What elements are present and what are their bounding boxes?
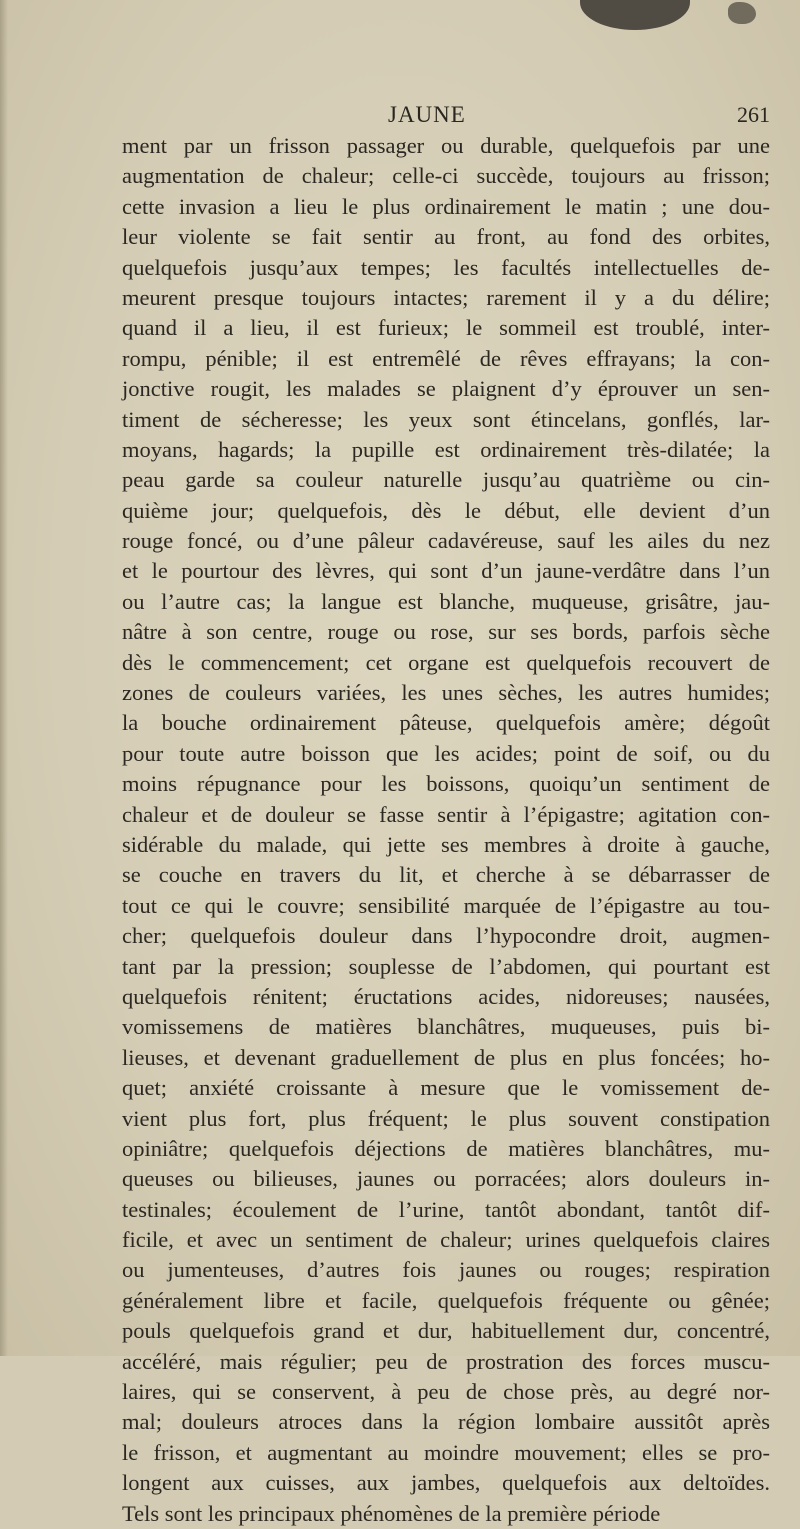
text-line: quelquefois rénitent; éructations acides, nidoreuses; nausées,: [122, 983, 770, 1009]
text-line: mal; douleurs atroces dans la région lombaire aussitôt après: [122, 1409, 770, 1435]
text-line: meurent presque toujours intactes; rarement il y a du délire;: [122, 284, 770, 310]
text-line: pour toute autre boisson que les acides; point de soif, ou du: [122, 740, 770, 766]
text-line: longent aux cuisses, aux jambes, quelquefois aux deltoïdes.: [122, 1470, 770, 1496]
text-line: moins répugnance pour les boissons, quoiqu’un sentiment de: [122, 771, 770, 797]
text-line: Tels sont les principaux phénomènes de la première période: [122, 1500, 661, 1526]
text-line: moyans, hagards; la pupille est ordinairement très-dilatée; la: [122, 436, 770, 462]
text-line: vomissemens de matières blanchâtres, muqueuses, puis bi-: [122, 1014, 770, 1040]
text-line: leur violente se fait sentir au front, au fond des orbites,: [122, 224, 770, 250]
text-line: accéléré, mais régulier; peu de prostration des forces muscu-: [122, 1348, 770, 1374]
text-line: quand il a lieu, il est furieux; le sommeil est troublé, inter-: [122, 315, 770, 341]
text-line: tant par la pression; souplesse de l’abdomen, qui pourtant est: [122, 953, 770, 979]
text-line: opiniâtre; quelquefois déjections de matières blanchâtres, mu-: [122, 1135, 770, 1161]
text-line: jonctive rougit, les malades se plaignent d’y éprouver un sen-: [122, 376, 770, 402]
text-line: ment par un frisson passager ou durable, quelquefois par une: [122, 133, 770, 158]
text-line: le frisson, et augmentant au moindre mouvement; elles se pro-: [122, 1439, 770, 1465]
text-line: chaleur et de douleur se fasse sentir à l’épigastre; agitation con-: [122, 801, 770, 827]
text-line: pouls quelquefois grand et dur, habituellement dur, concentré,: [122, 1318, 770, 1344]
text-line: cette invasion a lieu le plus ordinairement le matin ; une dou-: [122, 193, 770, 219]
text-line: dès le commencement; cet organe est quelquefois recouvert de: [122, 649, 770, 675]
text-line: timent de sécheresse; les yeux sont étincelans, gonflés, lar-: [122, 406, 770, 432]
page-edge-shadow: [0, 0, 8, 1356]
text-line: queuses ou bilieuses, jaunes ou porracées; alors douleurs in-: [122, 1166, 770, 1192]
text-line: sidérable du malade, qui jette ses membres à droite à gauche,: [122, 831, 770, 857]
text-line: ou jumenteuses, d’autres fois jaunes ou rouges; respiration: [122, 1257, 770, 1283]
text-line: peau garde sa couleur naturelle jusqu’au quatrième ou cin-: [122, 467, 770, 493]
running-title: JAUNE: [388, 102, 466, 127]
text-line: cher; quelquefois douleur dans l’hypocondre droit, augmen-: [122, 923, 770, 949]
text-line: laires, qui se conservent, à peu de chose près, au degré nor-: [122, 1379, 770, 1405]
text-line: augmentation de chaleur; celle-ci succède, toujours au frisson;: [122, 163, 770, 189]
page-header: [120, 102, 770, 132]
body-text: [122, 131, 770, 1529]
text-line: quelquefois jusqu’aux tempes; les facultés intellectuelles de-: [122, 254, 770, 280]
text-line: ficile, et avec un sentiment de chaleur; urines quelquefois claires: [122, 1227, 770, 1253]
text-line: nâtre à son centre, rouge ou rose, sur ses bords, parfois sèche: [122, 619, 770, 645]
text-line: vient plus fort, plus fréquent; le plus souvent constipation: [122, 1105, 770, 1131]
text-line: zones de couleurs variées, les unes sèches, les autres humides;: [122, 680, 770, 706]
text-line: testinales; écoulement de l’urine, tantôt abondant, tantôt dif-: [122, 1196, 770, 1222]
text-line: rompu, pénible; il est entremêlé de rêves effrayans; la con-: [122, 345, 770, 371]
text-line: et le pourtour des lèvres, qui sont d’un jaune-verdâtre dans l’un: [122, 558, 770, 584]
text-line: ou l’autre cas; la langue est blanche, muqueuse, grisâtre, jau-: [122, 588, 770, 614]
page-number: 261: [737, 102, 770, 127]
text-line: généralement libre et facile, quelquefois fréquente ou gênée;: [122, 1287, 770, 1313]
text-line: se couche en travers du lit, et cherche à se débarrasser de: [122, 862, 770, 888]
ink-blot-stain: [580, 0, 690, 30]
text-line: la bouche ordinairement pâteuse, quelquefois amère; dégoût: [122, 710, 770, 736]
text-line: lieuses, et devenant graduellement de plus en plus foncées; ho-: [122, 1044, 770, 1070]
text-line: rouge foncé, ou d’une pâleur cadavéreuse, sauf les ailes du nez: [122, 528, 770, 554]
ink-spot-stain: [728, 2, 756, 24]
text-line: tout ce qui le couvre; sensibilité marquée de l’épigastre au tou-: [122, 892, 770, 918]
text-line: quet; anxiété croissante à mesure que le vomissement de-: [122, 1075, 770, 1101]
text-line: quième jour; quelquefois, dès le début, elle devient d’un: [122, 497, 770, 523]
